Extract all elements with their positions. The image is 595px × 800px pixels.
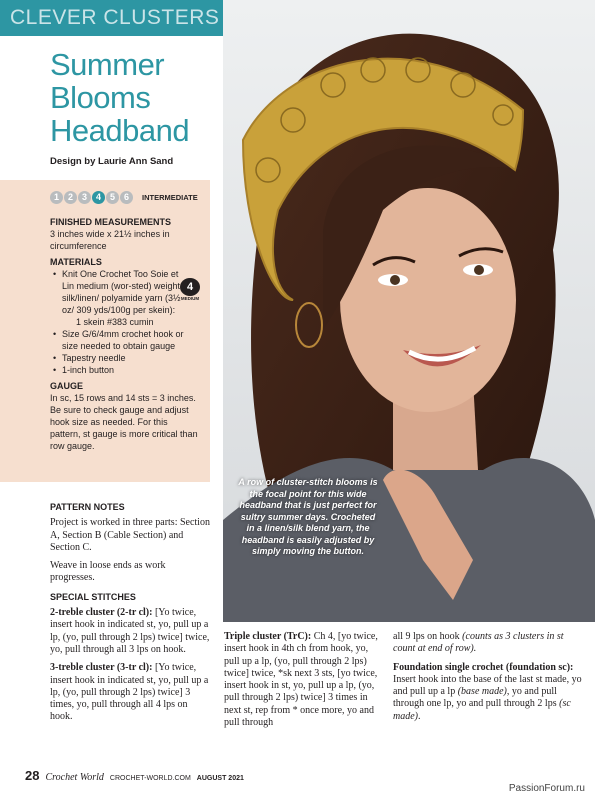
gauge-heading: GAUGE <box>50 381 84 391</box>
finished-text: 3 inches wide x 21½ inches in circumference <box>50 229 170 251</box>
stitch-trc-cont: all 9 lps on hook (counts as 3 clusters in st count at end of row). <box>393 631 564 655</box>
materials-heading: MATERIALS <box>50 257 102 267</box>
materials-panel <box>50 216 210 456</box>
column-middle <box>224 631 380 735</box>
skill-level-5: 5 <box>106 191 119 204</box>
notes-p2: Weave in loose ends as work progresses. <box>50 560 166 584</box>
column-left <box>50 501 210 730</box>
list-item: 1 skein #383 cumin <box>76 317 154 327</box>
yarn-weight-icon: 4 MEDIUM <box>175 277 205 305</box>
designer-credit: Design by Laurie Ann Sand <box>50 156 174 167</box>
column-right <box>393 631 583 729</box>
stitch-fsc: Foundation single crochet (foundation sc): Insert hook into the base of the last st made, yo and pull up a lp (base made), yo and pull through one lp, yo and pull through 2 lps (sc made). <box>393 661 582 722</box>
skill-level-2: 2 <box>64 191 77 204</box>
gauge-text: In sc, 15 rows and 14 sts = 3 inches. Be sure to check gauge and adjust hook size as needed. For this pattern, st gauge is more critical than row gauge. <box>50 393 198 451</box>
stitch-trc: Triple cluster (TrC): Ch 4, [yo twice, insert hook in 4th ch from hook, yo, pull up a lp, (yo, pull through 2 lps) twice] twice, *sk next 3 sts, [yo twice, insert hook in st, yo, pull up a lp, (yo, pull through 2 lps) twice] 3 times in next st, rep from * once more, yo and pull through <box>224 631 378 729</box>
stitch-2tr: 2-treble cluster (2-tr cl): [Yo twice, insert hook in indicated st, yo, pull up a lp, (yo, pull through 2 lps) twice] twice, yo, pull through all 3 lps on hook. <box>50 607 210 655</box>
notes-heading: PATTERN NOTES <box>50 502 125 512</box>
watermark: PassionForum.ru <box>508 783 585 794</box>
skill-level <box>50 191 198 204</box>
list-item: • 1-inch button <box>62 364 210 376</box>
list-item: • Size G/6/4mm crochet hook or size needed to obtain gauge <box>62 328 202 352</box>
skill-level-1: 1 <box>50 191 63 204</box>
skill-level-6: 6 <box>120 191 133 204</box>
magazine-name: Crochet World <box>45 772 104 783</box>
list-item: • Tapestry needle <box>62 352 210 364</box>
stitches-heading: SPECIAL STITCHES <box>50 591 136 602</box>
section-title: CLEVER CLUSTERS <box>10 6 220 29</box>
stitch-3tr: 3-treble cluster (3-tr cl): [Yo twice, insert hook in indicated st, yo, pull up a lp, (yo, pull through 2 lps) twice] 3 times, yo, pull through all 4 lps on hook. <box>50 662 209 723</box>
notes-p1: Project is worked in three parts: Section A, Section B (Cable Section) and Section C. <box>50 517 210 553</box>
page-number: 28 <box>25 768 40 783</box>
section-banner <box>0 0 223 36</box>
skill-level-label: INTERMEDIATE <box>142 193 198 202</box>
list-item: • Knit One Crochet Too Soie et Lin medium (wor-sted) weight silk/linen/ polyamide yarn (3½ oz/ 309 yds/100g per skein): <box>62 268 184 316</box>
page-title: Summer Blooms Headband <box>50 47 190 148</box>
website: CROCHET-WORLD.COM <box>109 775 191 782</box>
issue-date: AUGUST 2021 <box>196 775 244 782</box>
finished-heading: FINISHED MEASUREMENTS <box>50 217 172 227</box>
photo-caption: A row of cluster-stitch blooms is the focal point for this wide headband that is just perfect for sultry summer days. Crocheted in a linen/silk blend yarn, the headband is easily adjusted by simply moving the button. <box>238 477 378 556</box>
skill-level-4-active: 4 <box>92 191 105 204</box>
page-footer <box>25 768 244 783</box>
skill-level-3: 3 <box>78 191 91 204</box>
